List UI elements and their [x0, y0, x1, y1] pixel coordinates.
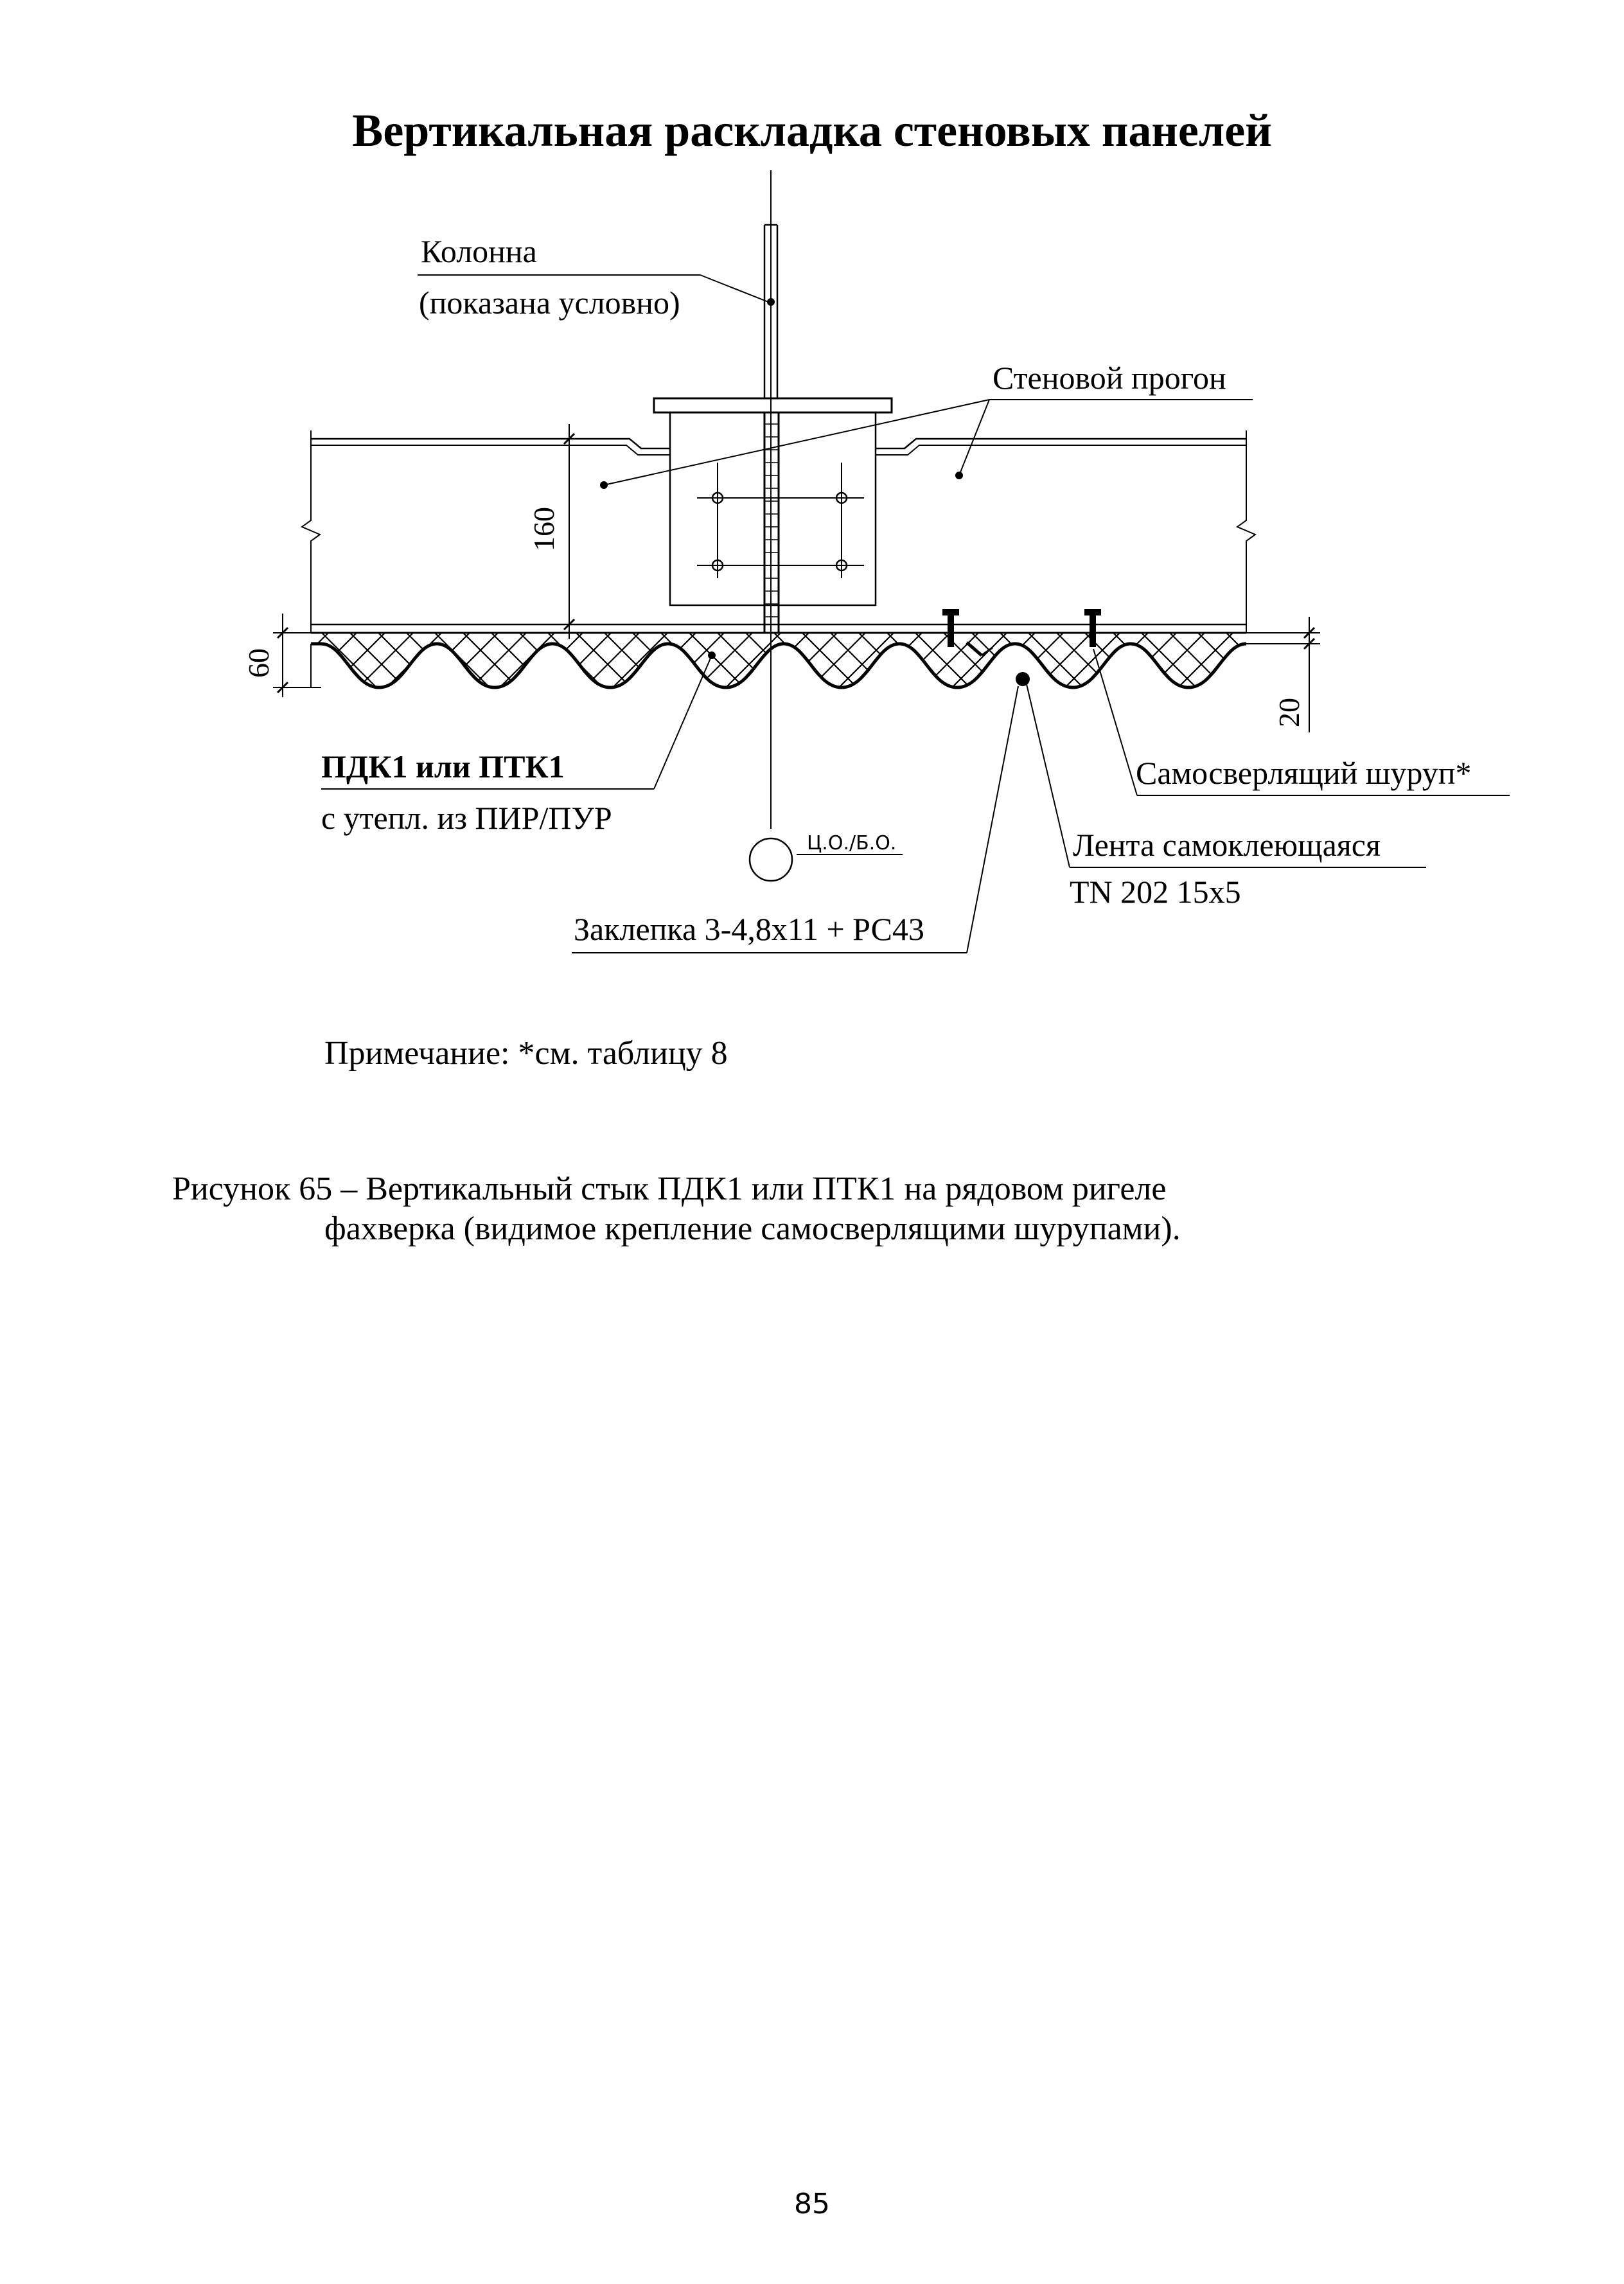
axis-marker-label: Ц.О./Б.О.	[807, 832, 897, 854]
label-tape-spec: TN 202 15x5	[1070, 874, 1241, 910]
caption-line-1: Рисунок 65 – Вертикальный стык ПДК1 или ПТК1 на рядовом ригеле	[172, 1171, 1167, 1207]
dimension-60-label: 60	[242, 648, 275, 678]
label-panel: ПДК1 или ПТК1	[321, 748, 565, 784]
leader-column	[418, 233, 768, 321]
joint-detail-drawing	[0, 0, 1624, 977]
dimension-20-label: 20	[1273, 698, 1305, 727]
column-bracket	[654, 398, 892, 633]
label-column: Колонна	[421, 233, 537, 269]
label-column-note: (показана условно)	[419, 285, 680, 321]
leader-rivet	[572, 686, 1018, 953]
axis-marker	[750, 832, 903, 881]
page-title: Вертикальная раскладка стеновых панелей	[352, 105, 1272, 156]
dimension-160-label: 160	[527, 507, 560, 551]
leader-tape	[1027, 684, 1426, 910]
label-rivet: Заклепка 3-4,8x11 + РС43	[574, 911, 924, 947]
figure-caption	[172, 1169, 1181, 1249]
label-screw: Самосверлящий шуруп*	[1136, 755, 1472, 791]
page-number: 85	[794, 2188, 830, 2220]
dimension-20	[1246, 617, 1320, 732]
dimension-60	[242, 614, 321, 697]
dimension-160	[527, 424, 576, 639]
note: Примечание: *см. таблицу 8	[324, 1035, 728, 1072]
label-tape: Лента самоклеющаяся	[1073, 827, 1381, 863]
label-panel-note: с утепл. из ПИР/ПУР	[321, 800, 612, 836]
sandwich-panel	[311, 633, 1246, 691]
column	[764, 170, 777, 829]
label-wall-girt: Стеновой прогон	[993, 360, 1226, 396]
leader-wall-girt	[600, 360, 1253, 489]
caption-line-2: фахверка (видимое крепление самосверлящими шурупами).	[324, 1210, 1181, 1247]
